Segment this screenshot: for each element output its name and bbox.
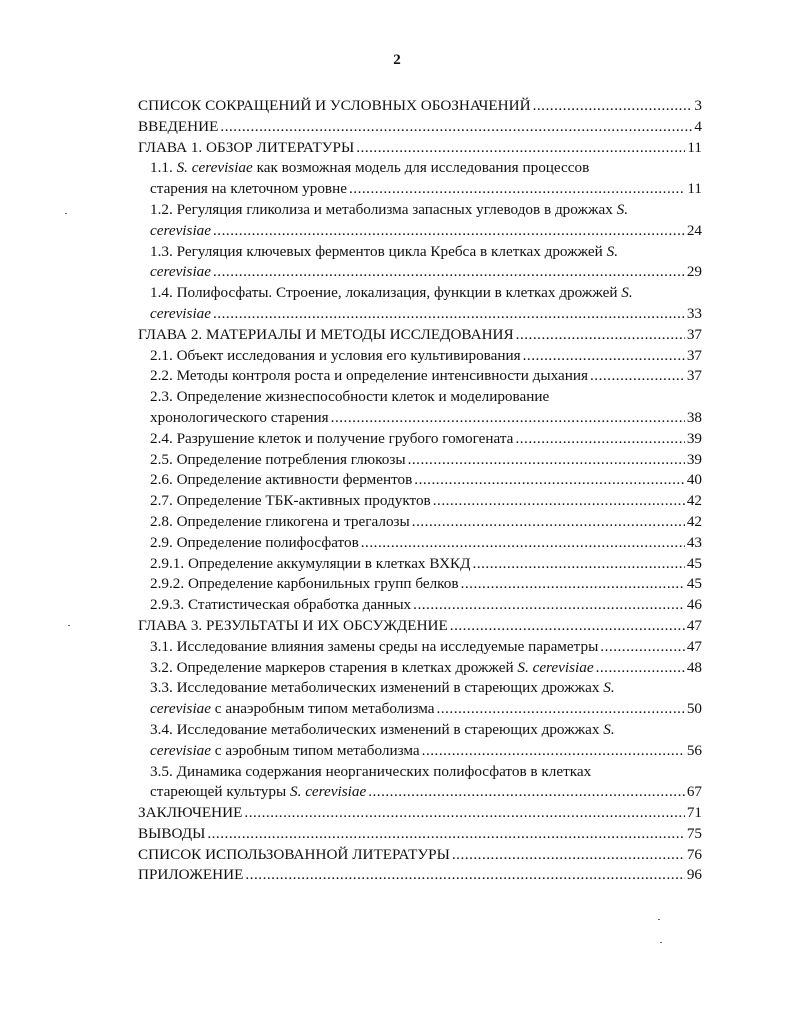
- toc-page-number: 42: [686, 492, 702, 510]
- toc-entry-line: [150, 491, 702, 512]
- toc-page-number: 43: [686, 533, 702, 551]
- toc-entry-line: [150, 470, 702, 491]
- toc-section[interactable]: [138, 450, 702, 471]
- dot-leader: [245, 865, 684, 886]
- toc-section[interactable]: [138, 387, 702, 429]
- entry-text: 3.4. Исследование метаболических изменений в стареющих дрожжах: [150, 720, 604, 738]
- toc-entry-title: [150, 554, 471, 575]
- toc-entry-line: [150, 450, 702, 471]
- entry-text: стареющей культуры: [150, 783, 290, 801]
- toc-entry-first-line: [150, 200, 702, 221]
- toc-entry-title: [150, 699, 435, 720]
- entry-text: 2.2. Методы контроля роста и определение интенсивности дыхания: [150, 367, 588, 385]
- entry-text: 2.9.1. Определение аккумуляции в клетках ВХКД: [150, 554, 471, 572]
- toc-entry-title: [150, 637, 598, 658]
- entry-text: старения на клеточном уровне: [150, 180, 347, 198]
- toc-page-number: 47: [686, 616, 702, 634]
- toc-section[interactable]: [138, 491, 702, 512]
- toc-chapter[interactable]: [138, 138, 702, 159]
- toc-entry-title: [138, 96, 531, 117]
- toc-entry-title: [150, 262, 211, 283]
- toc-entry-title: [150, 179, 347, 200]
- toc-section[interactable]: [138, 512, 702, 533]
- toc-entry-line: [150, 366, 702, 387]
- toc-section[interactable]: [138, 658, 702, 679]
- entry-text: ГЛАВА 2. МАТЕРИАЛЫ И МЕТОДЫ ИССЛЕДОВАНИЯ: [138, 325, 514, 343]
- entry-text: 2.3. Определение жизнеспособности клеток и моделирование: [150, 388, 550, 406]
- dot-leader: [600, 637, 685, 658]
- toc-page-number: 75: [686, 824, 702, 842]
- toc-entry-line: [150, 637, 702, 658]
- toc-section[interactable]: [138, 158, 702, 200]
- dot-leader: [422, 741, 685, 762]
- page-number: 2: [393, 52, 401, 68]
- toc-section[interactable]: [138, 200, 702, 242]
- toc-entry-title: [150, 408, 329, 429]
- toc-entry-line: [138, 865, 702, 886]
- dot-leader: [473, 554, 685, 575]
- toc-entry-title: [150, 658, 594, 679]
- entry-text: СПИСОК ИСПОЛЬЗОВАННОЙ ЛИТЕРАТУРЫ: [138, 845, 450, 863]
- dot-leader: [533, 96, 693, 117]
- toc-section[interactable]: [138, 283, 702, 325]
- entry-text: СПИСОК СОКРАЩЕНИЙ И УСЛОВНЫХ ОБОЗНАЧЕНИЙ: [138, 97, 531, 114]
- toc-section[interactable]: [138, 533, 702, 554]
- dot-leader: [368, 782, 685, 803]
- entry-text: 2.9.3. Статистическая обработка данных: [150, 596, 412, 614]
- entry-text: ПРИЛОЖЕНИЕ: [138, 866, 244, 884]
- toc-page-number: 50: [686, 700, 702, 718]
- toc-entry-title: [150, 470, 412, 491]
- toc-entry-line: [150, 262, 702, 283]
- species-name: S. cerevisiae: [517, 658, 594, 676]
- toc-entry-line: [138, 138, 702, 159]
- scan-speck: [65, 213, 67, 214]
- toc-page-number: 3: [694, 97, 702, 114]
- dot-leader: [523, 346, 685, 367]
- toc-entry-first-line: [150, 678, 702, 699]
- species-name: S. cerevisiae: [290, 783, 367, 801]
- dot-leader: [590, 366, 685, 387]
- toc-entry-title: [150, 491, 431, 512]
- entry-text: как возможная модель для исследования процессов: [252, 159, 590, 177]
- species-name: S.: [603, 679, 615, 697]
- species-name: S.: [603, 720, 615, 738]
- toc-page-number: 56: [686, 741, 702, 759]
- dot-leader: [356, 138, 685, 159]
- toc-entry-title: [150, 450, 406, 471]
- species-name: S.: [606, 242, 618, 260]
- toc-page-number: 40: [686, 471, 702, 489]
- toc-page-number: 45: [686, 554, 702, 572]
- species-name: cerevisiae: [150, 263, 211, 281]
- toc-section[interactable]: [138, 574, 702, 595]
- toc-entry-title: [138, 117, 218, 138]
- toc-entry-title: [150, 782, 366, 803]
- dot-leader: [213, 221, 685, 242]
- entry-text: 3.5. Динамика содержания неорганических полифосфатов в клетках: [150, 762, 592, 780]
- toc-section[interactable]: [138, 429, 702, 450]
- toc-page-number: 37: [686, 325, 702, 343]
- toc-entry-first-line: [150, 283, 702, 304]
- species-name: cerevisiae: [150, 221, 211, 239]
- dot-leader: [515, 429, 684, 450]
- toc-entry-first-line: [150, 720, 702, 741]
- toc-entry-line: [150, 699, 702, 720]
- toc-page-number: 48: [686, 658, 702, 676]
- species-name: S.: [616, 200, 628, 218]
- toc-entry-title: [138, 803, 242, 824]
- entry-text: 2.5. Определение потребления глюкозы: [150, 450, 406, 468]
- toc-section[interactable]: [138, 595, 702, 616]
- toc-entry-line: [138, 96, 702, 117]
- table-of-contents: [138, 96, 702, 886]
- toc-entry-line: [138, 845, 702, 866]
- toc-entry-first-line: [150, 158, 702, 179]
- dot-leader: [596, 658, 685, 679]
- toc-chapter[interactable]: [138, 325, 702, 346]
- toc-section[interactable]: [138, 554, 702, 575]
- entry-text: 2.8. Определение гликогена и трегалозы: [150, 512, 410, 530]
- species-name: cerevisiae: [150, 700, 211, 718]
- toc-entry-line: [150, 782, 702, 803]
- toc-chapter[interactable]: [138, 865, 702, 886]
- toc-page-number: 24: [686, 221, 702, 239]
- species-name: cerevisiae: [150, 304, 211, 322]
- entry-text: хронологического старения: [150, 408, 329, 426]
- toc-page-number: 38: [686, 408, 702, 426]
- toc-page-number: 47: [686, 637, 702, 655]
- entry-text: 3.1. Исследование влияния замены среды на исследуемые параметры: [150, 637, 599, 655]
- entry-text: 2.7. Определение ТБК-активных продуктов: [150, 492, 431, 510]
- toc-page-number: 46: [686, 596, 702, 614]
- dot-leader: [461, 574, 685, 595]
- toc-page-number: 67: [686, 783, 702, 801]
- toc-chapter[interactable]: [138, 117, 702, 138]
- dot-leader: [413, 595, 685, 616]
- dot-leader: [213, 304, 685, 325]
- toc-entry-line: [150, 304, 702, 325]
- toc-section[interactable]: [138, 346, 702, 367]
- dot-leader: [207, 824, 684, 845]
- toc-entry-line: [150, 179, 702, 200]
- species-name: S. cerevisiae: [176, 159, 253, 177]
- toc-page-number: 76: [686, 845, 702, 863]
- dot-leader: [220, 117, 692, 138]
- toc-section[interactable]: [138, 762, 702, 804]
- entry-text: ГЛАВА 1. ОБЗОР ЛИТЕРАТУРЫ: [138, 138, 355, 156]
- toc-entry-line: [150, 533, 702, 554]
- toc-entry-line: [138, 325, 702, 346]
- entry-text: ГЛАВА 3. РЕЗУЛЬТАТЫ И ИХ ОБСУЖДЕНИЕ: [138, 616, 448, 634]
- entry-text: 1.2. Регуляция гликолиза и метаболизма запасных углеводов в дрожжах: [150, 200, 617, 218]
- toc-page-number: 37: [686, 367, 702, 385]
- toc-entry-line: [138, 616, 702, 637]
- scan-speck: [660, 942, 662, 943]
- entry-text: ВВЕДЕНИЕ: [138, 117, 219, 135]
- toc-entry-title: [150, 512, 410, 533]
- entry-text: ЗАКЛЮЧЕНИЕ: [138, 804, 243, 822]
- toc-entry-line: [150, 595, 702, 616]
- toc-page-number: 39: [686, 450, 702, 468]
- dot-leader: [244, 803, 684, 824]
- toc-entry-title: [150, 533, 359, 554]
- dot-leader: [408, 450, 685, 471]
- toc-page-number: 11: [687, 180, 702, 198]
- scan-speck: [68, 625, 70, 626]
- toc-entry-line: [138, 117, 702, 138]
- toc-entry-line: [138, 824, 702, 845]
- entry-text: 2.1. Объект исследования и условия его культивирования: [150, 346, 521, 364]
- toc-entry-title: [138, 325, 514, 346]
- entry-text: 2.4. Разрушение клеток и получение грубого гомогената: [150, 429, 514, 447]
- toc-page-number: 71: [686, 804, 702, 822]
- toc-section[interactable]: [138, 678, 702, 720]
- entry-text: ВЫВОДЫ: [138, 824, 206, 842]
- toc-entry-title: [138, 824, 205, 845]
- toc-page-number: 29: [686, 263, 702, 281]
- toc-entry-title: [150, 304, 211, 325]
- toc-entry-line: [150, 741, 702, 762]
- toc-entry-line: [150, 408, 702, 429]
- entry-text: 1.3. Регуляция ключевых ферментов цикла Кребса в клетках дрожжей: [150, 242, 607, 260]
- toc-page-number: 37: [686, 346, 702, 364]
- toc-section[interactable]: [138, 720, 702, 762]
- toc-page-number: 42: [686, 512, 702, 530]
- toc-entry-line: [150, 512, 702, 533]
- entry-text: с аэробным типом метаболизма: [211, 741, 420, 759]
- entry-text: 3.3. Исследование метаболических изменений в стареющих дрожжах: [150, 679, 604, 697]
- entry-text: 1.1.: [150, 159, 177, 177]
- toc-entry-line: [150, 429, 702, 450]
- dot-leader: [213, 262, 685, 283]
- entry-text: 3.2. Определение маркеров старения в клетках дрожжей: [150, 658, 518, 676]
- dot-leader: [349, 179, 685, 200]
- toc-chapter[interactable]: [138, 845, 702, 866]
- toc-entry-title: [138, 616, 448, 637]
- toc-entry-title: [138, 845, 450, 866]
- toc-chapter[interactable]: [138, 96, 702, 117]
- dot-leader: [414, 470, 685, 491]
- toc-entry-line: [150, 574, 702, 595]
- toc-entry-title: [150, 346, 521, 367]
- toc-entry-line: [138, 803, 702, 824]
- toc-entry-first-line: [150, 387, 702, 408]
- toc-entry-first-line: [150, 242, 702, 263]
- dot-leader: [412, 512, 685, 533]
- toc-page-number: 45: [686, 575, 702, 593]
- toc-section[interactable]: [138, 637, 702, 658]
- entry-text: 2.9.2. Определение карбонильных групп белков: [150, 575, 459, 593]
- toc-section[interactable]: [138, 470, 702, 491]
- entry-text: 1.4. Полифосфаты. Строение, локализация, функции в клетках дрожжей: [150, 284, 622, 302]
- species-name: cerevisiae: [150, 741, 211, 759]
- toc-page-number: 11: [687, 138, 702, 156]
- toc-section[interactable]: [138, 242, 702, 284]
- toc-entry-line: [150, 554, 702, 575]
- toc-entry-title: [150, 595, 411, 616]
- species-name: S.: [621, 284, 633, 302]
- toc-entry-line: [150, 658, 702, 679]
- toc-entry-title: [150, 366, 588, 387]
- toc-entry-first-line: [150, 762, 702, 783]
- toc-chapter[interactable]: [138, 616, 702, 637]
- toc-entry-title: [150, 429, 513, 450]
- toc-entry-title: [150, 221, 211, 242]
- toc-entry-line: [150, 346, 702, 367]
- toc-page-number: 39: [686, 429, 702, 447]
- dot-leader: [516, 325, 685, 346]
- toc-section[interactable]: [138, 366, 702, 387]
- toc-entry-title: [138, 865, 243, 886]
- toc-page-number: 96: [686, 866, 702, 884]
- toc-entry-title: [150, 741, 420, 762]
- toc-page-number: 4: [694, 117, 702, 135]
- toc-entry-line: [150, 221, 702, 242]
- dot-leader: [452, 845, 685, 866]
- dot-leader: [361, 533, 685, 554]
- entry-text: 2.6. Определение активности ферментов: [150, 471, 413, 489]
- dot-leader: [433, 491, 685, 512]
- toc-entry-title: [138, 138, 354, 159]
- toc-entry-title: [150, 574, 459, 595]
- toc-chapter[interactable]: [138, 824, 702, 845]
- entry-text: с анаэробным типом метаболизма: [211, 700, 435, 718]
- dot-leader: [437, 699, 685, 720]
- toc-page-number: 33: [686, 304, 702, 322]
- dot-leader: [450, 616, 685, 637]
- entry-text: 2.9. Определение полифосфатов: [150, 533, 359, 551]
- toc-chapter[interactable]: [138, 803, 702, 824]
- dot-leader: [331, 408, 685, 429]
- scan-speck: [658, 919, 660, 920]
